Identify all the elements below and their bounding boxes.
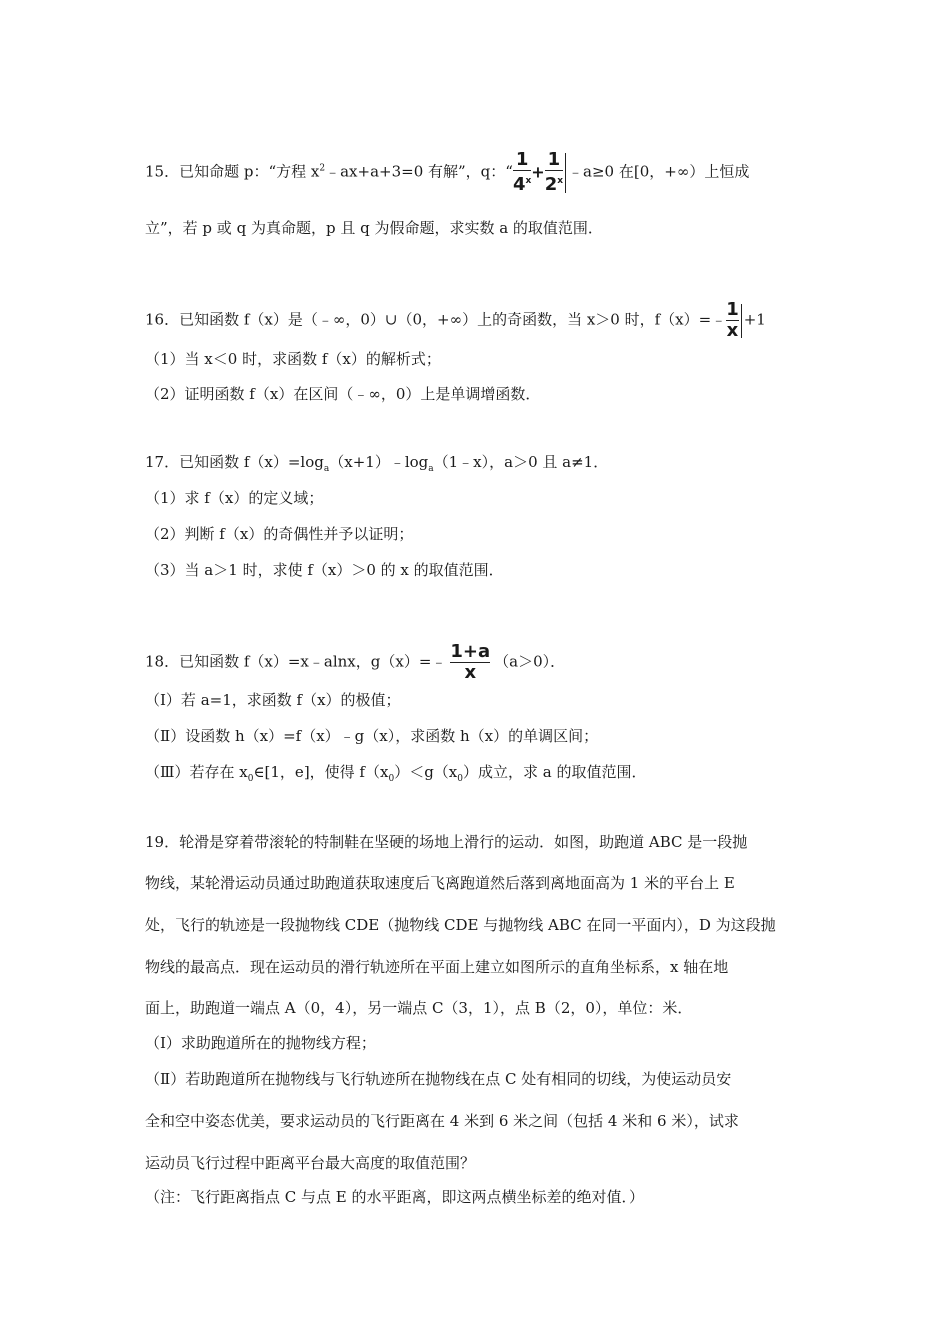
p18-q1: （Ⅰ）若 a=1，求函数 f（x）的极值； — [145, 691, 401, 709]
p19-line1: 19．轮滑是穿着带滚轮的特制鞋在坚硬的场地上滑行的运动．如图，助跑道 ABC 是一段抛 — [145, 833, 748, 851]
p16-q1: （1）当 x＜0 时，求函数 f（x）的解析式； — [145, 350, 441, 368]
p18-q3: （Ⅲ）若存在 $x_0\in[1$，e]，使得 $f(x_0)<g(x_0)$成立，求 a 的取值范围． — [145, 763, 647, 784]
p19-line8: 全和空中姿态优美，要求运动员的飞行距离在 4 米到 6 米之间（包括 4 米和 6 米），试求 — [145, 1112, 739, 1130]
p17-line1: 17．已知函数 $f(x)=\log_a(x+1)﹣\log_a(1﹣x)$，a＞0 且 a≠1． — [145, 453, 609, 474]
p15-frac-2: $\frac{1}{2^x}$ — [544, 149, 564, 195]
p15-sup: 2 — [319, 163, 326, 174]
p18-line1: 18．已知函数 f（x）=x﹣alnx，g（x）=﹣ $\frac{1+a}{x}$ （a＞0）． — [145, 641, 566, 683]
p15-text-b: ﹣ax+a+3=0 有解”，q：“ — [325, 162, 513, 181]
p15-line1 — [145, 150, 749, 195]
p17-q3: （3）当 a＞1 时，求使 f（x）＞0 的 x 的取值范围． — [145, 561, 504, 579]
p16-line1 — [145, 300, 766, 341]
p15-line2: 立”，若 p 或 q 为真命题，p 且 q 为假命题，求实数 a 的取值范围． — [145, 219, 603, 237]
p16-text-b: +1 — [743, 310, 766, 329]
p19-line6: （Ⅰ）求助跑道所在的抛物线方程； — [145, 1034, 376, 1052]
p19-line2: 物线，某轮滑运动员通过助跑道获取速度后飞离跑道然后落到离地面高为 1 米的平台上 E — [145, 874, 735, 892]
p17-q2: （2）判断 f（x）的奇偶性并予以证明； — [145, 525, 414, 543]
p18-q2: （Ⅱ）设函数 h（x）=f（x）﹣g（x），求函数 h（x）的单调区间； — [145, 727, 599, 745]
p16-divider — [741, 304, 742, 338]
p15-frac-1: $\frac{1}{4^x}$ — [512, 149, 532, 195]
p15-divider — [565, 153, 566, 193]
p17-q1: （1）求 f（x）的定义域； — [145, 489, 324, 507]
p16-q2: （2）证明函数 f（x）在区间（﹣∞，0）上是单调增函数． — [145, 385, 541, 403]
p19-line4: 物线的最高点．现在运动员的滑行轨迹所在平面上建立如图所示的直角坐标系，x 轴在地 — [145, 958, 729, 976]
p19-line5: 面上，助跑道一端点 A（0，4），另一端点 C（3，1），点 B（2，0），单位：米． — [145, 999, 693, 1017]
p15-text-a: 15．已知命题 p：“方程 x — [145, 162, 320, 181]
p19-line7: （Ⅱ）若助跑道所在抛物线与飞行轨迹所在抛物线在点 C 处有相同的切线，为使运动员安 — [145, 1070, 732, 1088]
p16-frac: $\frac{1}{x}$ — [726, 299, 739, 341]
p18-frac: $\frac{1+a}{x}$ — [450, 641, 491, 683]
p19-line3: 处，飞行的轨迹是一段抛物线 CDE（抛物线 CDE 与抛物线 ABC 在同一平面内），D 为这段抛 — [145, 916, 776, 934]
p16-text-a: 16．已知函数 f（x）是（﹣∞，0）∪（0，+∞）上的奇函数，当 x＞0 时，f（x）=﹣ — [145, 310, 727, 329]
p15-plus: + — [531, 162, 545, 182]
p15-text-c: ﹣a≥0 在[0，+∞）上恒成 — [568, 162, 750, 181]
p19-line9: 运动员飞行过程中距离平台最大高度的取值范围？ — [145, 1154, 476, 1172]
p19-line10: （注：飞行距离指点 C 与点 E 的水平距离，即这两点横坐标差的绝对值．） — [145, 1188, 645, 1206]
